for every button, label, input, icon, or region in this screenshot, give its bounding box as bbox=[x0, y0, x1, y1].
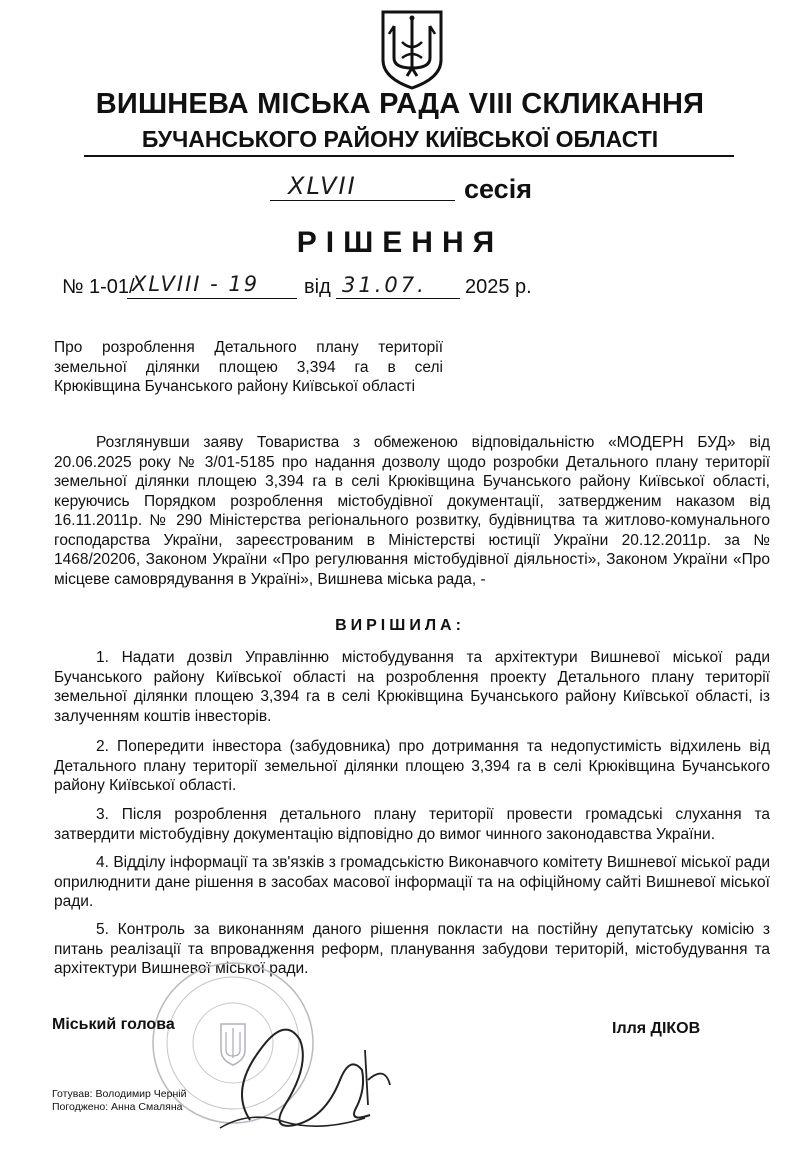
decision-date: 31.07. bbox=[342, 273, 427, 297]
trident-icon bbox=[379, 8, 445, 92]
decision-number-prefix: № 1-01/ bbox=[62, 276, 135, 298]
document-title: РІШЕННЯ bbox=[296, 226, 504, 259]
decision-subject: Про розроблення Детального плану території земельної ділянки площею 3,394 га в селі Крюківщина Бучанського району Київської області bbox=[54, 339, 443, 395]
decision-date-underline bbox=[336, 298, 460, 299]
header-divider bbox=[84, 155, 734, 157]
district-title: БУЧАНСЬКОГО РАЙОНУ КИЇВСЬКОЇ ОБЛАСТІ bbox=[141, 126, 659, 152]
decision-number-underline bbox=[127, 298, 297, 299]
session-number: XLVII bbox=[288, 172, 357, 200]
decision-point-1: 1. Надати дозвіл Управлінню містобудування та архітектури Вишневої міської ради Бучанського району Київської області на розроблення проекту Детального плану території земельної ділянки площею 3,394 га в селі Крюківщина Бучанського району Київської області, із залученням коштів інвесторів. bbox=[54, 649, 770, 725]
session-underline bbox=[270, 200, 455, 201]
date-prefix: від bbox=[304, 276, 331, 298]
preamble-paragraph: Розглянувши заяву Товариства з обмеженою відповідальністю «МОДЕРН БУД» від 20.06.2025 року № 3/01-5185 про надання дозволу щодо розробки Детального плану території земельної ділянки площею 3,394 га в селі Крюківщина Бучанського району Київської області, керуючись Порядком розроблення містобудівної документації, затвердженим наказом від 16.11.2011р. № 290 Міністерства регіонального розвитку, будівництва та житлово-комунального господарства України, зареєстрованим в Міністерстві юстиції України 20.12.2011р. за № 1468/20206, Законом України «Про регулювання містобудівної діяльності», Законом України «Про місцеве самоврядування в Україні», Вишнева міська рада, - bbox=[54, 434, 770, 588]
decision-year: 2025 р. bbox=[465, 276, 532, 298]
decision-point-5: 5. Контроль за виконанням даного рішення покласти на постійну депутатську комісію з питань реалізації та впровадження реформ, планування забудови територій, містобудування та архітектури Вишневої міської ради. bbox=[54, 921, 770, 977]
session-label: сесія bbox=[464, 174, 532, 204]
signatory-position: Міський голова bbox=[52, 1016, 175, 1033]
agreed-by: Погоджено: Анна Смаляна bbox=[52, 1101, 183, 1113]
decision-point-2: 2. Попередити інвестора (забудовника) про дотримання та недопустимість відхилень від Детального плану території земельної ділянки площею 3,394 га в селі Крюківщина Бучанського району Київської області. bbox=[54, 738, 770, 794]
prepared-by: Готував: Володимир Черній bbox=[52, 1088, 187, 1100]
decision-number: XLVIII - 19 bbox=[132, 272, 260, 296]
decided-heading: ВИРІШИЛА: bbox=[335, 617, 465, 634]
handwritten-signature-icon bbox=[190, 1010, 420, 1140]
decision-point-4: 4. Відділу інформації та зв'язків з громадськістю Виконавчого комітету Вишневої міської ради оприлюднити дане рішення в засобах масової інформації та на офіційному сайті Вишневої міської ради. bbox=[54, 854, 770, 910]
council-title: ВИШНЕВА МІСЬКА РАДА VIII СКЛИКАННЯ bbox=[95, 88, 705, 120]
signatory-name: Ілля ДІКОВ bbox=[612, 1020, 701, 1037]
decision-point-3: 3. Після розроблення детального плану території провести громадські слухання та затвердити містобудівну документацію відповідно до вимог чинного законодавства України. bbox=[54, 806, 770, 843]
